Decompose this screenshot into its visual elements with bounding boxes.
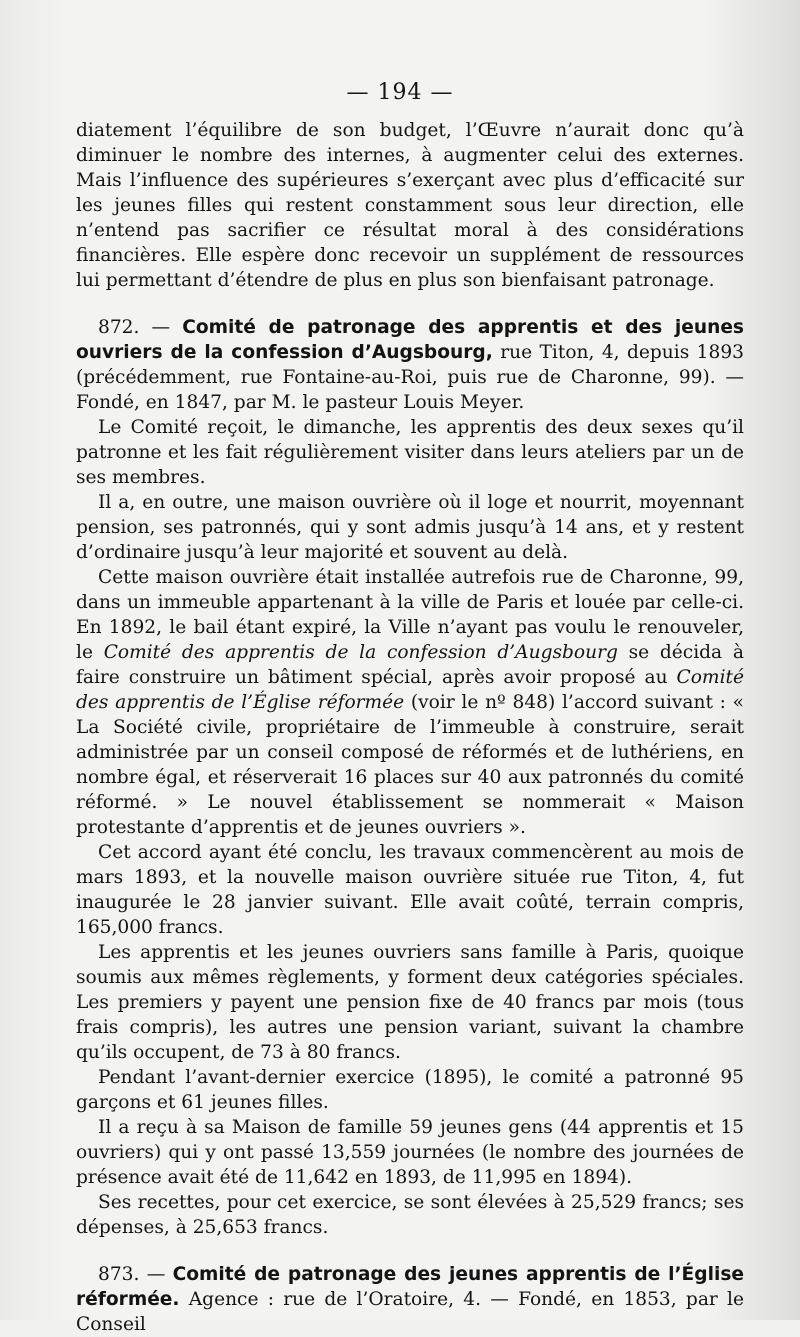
entry-872-details: rue Titon, 4, depuis 1893 (précédemment, rue Fontaine-au-Roi, puis rue de Charonne, 99). — Fondé, en 1847, par M. le pasteur Louis Meyer. xyxy=(76,342,744,413)
entry-873-heading: Comité de patronage des jeunes apprentis de l’Église réformée. xyxy=(76,1264,744,1310)
committee-name-italic: Comité des apprentis de la confession d’Augsbourg xyxy=(103,642,618,663)
entry-872-title xyxy=(76,315,744,415)
page-number: — 194 — xyxy=(346,80,454,105)
reformed-committee-italic: Comité des apprentis de l’Église réformée xyxy=(76,667,744,713)
page-text xyxy=(76,118,744,1337)
entry-872-paragraph-1: Le Comité reçoit, le dimanche, les apprentis des deux sexes qu’il patronne et les fait régulièrement visiter dans leurs ateliers par un de ses membres. xyxy=(76,417,744,488)
entry-872-paragraph-3-part-b: se décida à faire construire un bâtiment spécial, après avoir proposé au xyxy=(76,642,744,688)
entry-872-paragraph-7: Il a reçu à sa Maison de famille 59 jeunes gens (44 apprentis et 15 ouvriers) qui y ont passé 13,559 journées (le nombre des journées de présence avait été de 11,642 en 1893, de 11,995 en 1894). xyxy=(76,1117,744,1188)
entry-872-paragraph-3-part-a: Cette maison ouvrière était installée autrefois rue de Charonne, 99, dans un immeuble appartenant à la ville de Paris et louée par celle-ci. En 1892, le bail étant expiré, la Ville n’ayant pas voulu le renouveler, le xyxy=(76,567,744,663)
entry-873-details: Agence : rue de l’Oratoire, 4. — Fondé, en 1853, par le Conseil xyxy=(76,1289,744,1335)
entry-872-paragraph-6: Pendant l’avant-dernier exercice (1895), le comité a patronné 95 garçons et 61 jeunes filles. xyxy=(76,1067,744,1113)
entry-872-paragraph-8: Ses recettes, pour cet exercice, se sont élevées à 25,529 francs; ses dépenses, à 25,653 francs. xyxy=(76,1192,744,1238)
entry-872-paragraph-4: Cet accord ayant été conclu, les travaux commencèrent au mois de mars 1893, et la nouvelle maison ouvrière située rue Titon, 4, fut inaugurée le 28 janvier suivant. Elle avait coûté, terrain compris, 165,000 francs. xyxy=(76,842,744,938)
entry-872-paragraph-3 xyxy=(76,565,744,840)
entry-873-title xyxy=(76,1262,744,1337)
entry-873-number: 873. — xyxy=(98,1264,173,1285)
entry-872-paragraph-3-part-c: (voir le nº 848) l’accord suivant : « La Société civile, propriétaire de l’immeuble à construire, serait administrée par un conseil composé de réformés et de luthériens, en nombre égal, et réserverait 16 places sur 40 aux patronnés du comité réformé. » Le nouvel établissement se nommerait « Maison protestante d’apprentis et de jeunes ouvriers ». xyxy=(76,692,744,838)
entry-872-number: 872. — xyxy=(98,317,183,338)
entry-872-paragraph-5: Les apprentis et les jeunes ouvriers sans famille à Paris, quoique soumis aux mêmes règlements, y forment deux catégories spéciales. Les premiers y payent une pension fixe de 40 francs par mois (tous frais compris), les autres une pension variant, suivant la chambre qu’ils occupent, de 73 à 80 francs. xyxy=(76,942,744,1063)
entry-872-paragraph-2: Il a, en outre, une maison ouvrière où il loge et nourrit, moyennant pension, ses patronnés, qui y sont admis jusqu’à 14 ans, et y restent d’ordinaire jusqu’à leur majorité et souvent au delà. xyxy=(76,492,744,563)
intro-paragraph: diatement l’équilibre de son budget, l’Œuvre n’aurait donc qu’à diminuer le nombre des internes, à augmenter celui des externes. Mais l’influence des supérieures s’exerçant avec plus d’efficacité sur les jeunes filles qui restent constamment sous leur direction, elle n’entend pas sacrifier ce résultat moral à des considérations financières. Elle espère donc recevoir un supplément de ressources lui permettant d’étendre de plus en plus son bienfaisant patronage. xyxy=(76,120,744,291)
entry-872-heading: Comité de patronage des apprentis et des jeunes ouvriers de la confession d’Augsbourg, xyxy=(76,317,744,363)
